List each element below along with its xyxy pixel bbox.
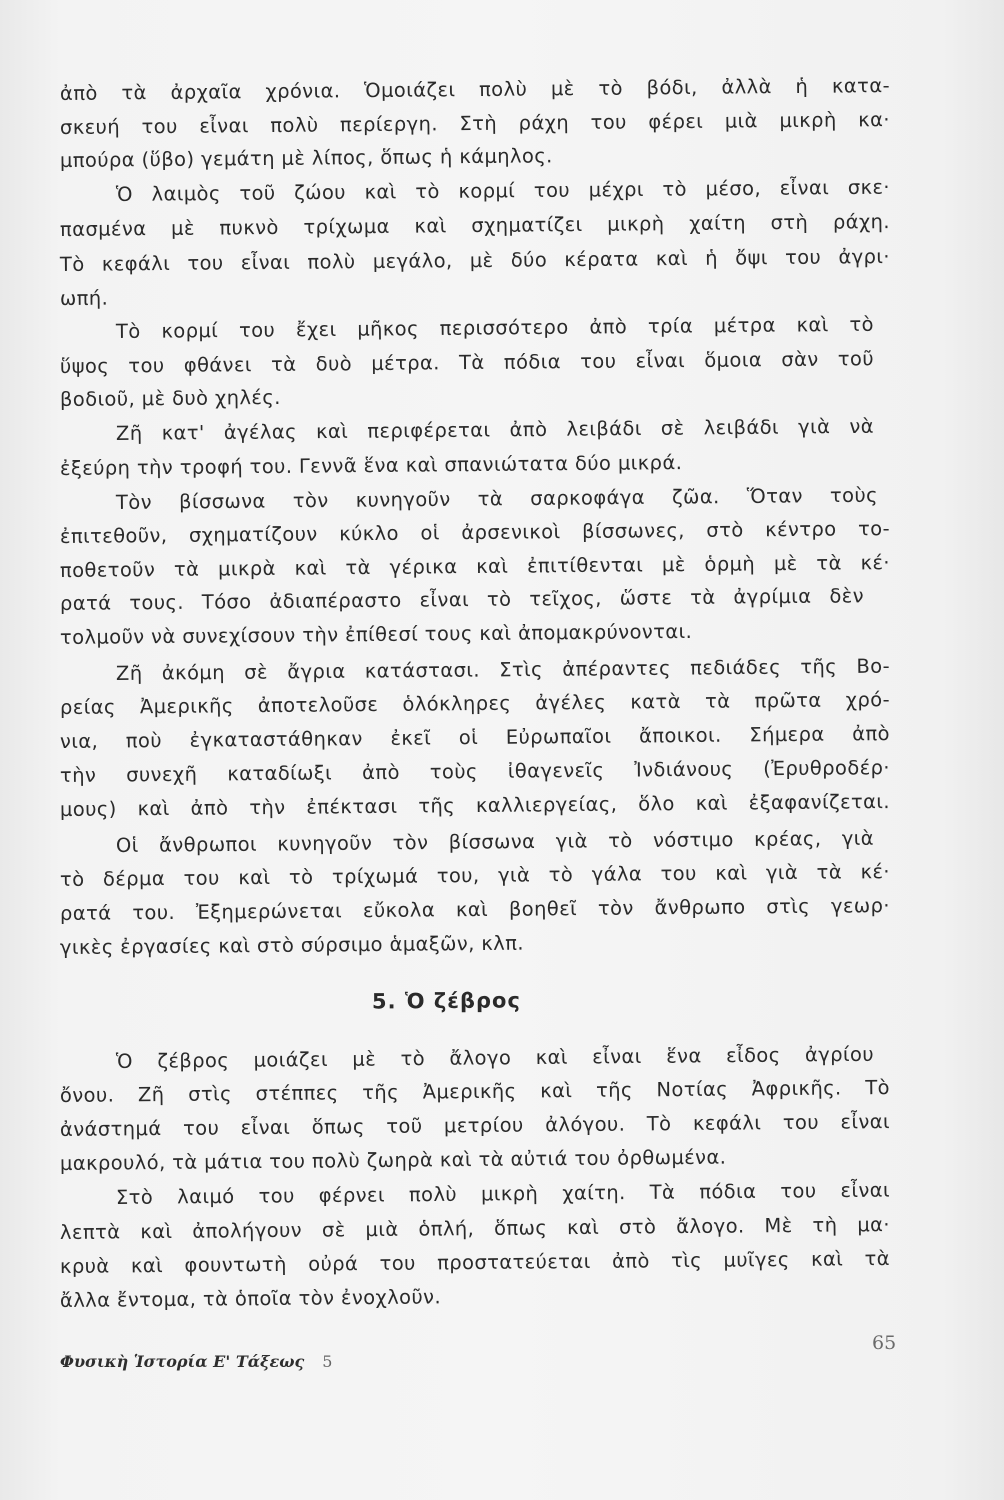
text-line: ὕψος του φθάνει τὰ δυὸ μέτρα. Τὰ πόδια του εἶναι ὅμοια σὰν τοῦ <box>59 347 875 378</box>
text-line: Τὸ κεφάλι του εἶναι πολὺ μεγάλο, μὲ δύο κέρατα καὶ ἡ ὄψι του ἀγρι· <box>59 245 891 276</box>
text-line: πασμένα μὲ πυκνὸ τρίχωμα καὶ σχηματίζει μικρὴ χαίτη στὴ ράχη. <box>59 210 891 241</box>
text-line: Τὸν βίσσωνα τὸν κυνηγοῦν τὰ σαρκοφάγα ζῶα. Ὅταν τοὺς <box>115 483 879 514</box>
text-line: Τὸ κορμί του ἔχει μῆκος περισσότερο ἀπὸ τρία μέτρα καὶ τὸ <box>115 312 875 343</box>
text-line: ἀνάστημά του εἶναι ὅπως τοῦ μετρίου ἀλόγου. Τὸ κεφάλι του εἶναι <box>59 1110 891 1141</box>
text-line: μακρουλό, τὰ μάτια του πολὺ ζωηρὰ καὶ τὰ αὐτιά του ὀρθωμένα. <box>59 1145 727 1175</box>
text-line: τὴν συνεχῆ καταδίωξι ἀπὸ τοὺς ἰθαγενεῖς Ἰνδιάνους (Ἐρυθροδέρ· <box>59 756 891 787</box>
text-line: ἄλλα ἔντομα, τὰ ὁποῖα τὸν ἐνοχλοῦν. <box>59 1285 442 1312</box>
text-line: γικὲς ἐργασίες καὶ στὸ σύρσιμο ἁμαξῶν, κλπ. <box>59 931 525 959</box>
text-line: νια, ποὺ ἐγκαταστάθηκαν ἐκεῖ οἱ Εὐρωπαῖοι ἄποικοι. Σήμερα ἀπὸ <box>59 722 891 753</box>
text-line: ἐξεύρη τὴν τροφή του. Γεννᾶ ἕνα καὶ σπανιώτατα δύο μικρά. <box>59 451 683 480</box>
footer-title: Φυσικὴ Ἱστορία Ε' Τάξεως <box>60 1352 305 1371</box>
text-line: Στὸ λαιμό του φέρνει πολὺ μικρὴ χαίτη. Τὰ πόδια του εἶναι <box>115 1178 891 1209</box>
text-line: Ζῆ κατ' ἀγέλας καὶ περιφέρεται ἀπὸ λειβάδι σὲ λειβάδι γιὰ νὰ <box>115 414 875 445</box>
footer-signature <box>60 1352 332 1371</box>
text-line: μους) καὶ ἀπὸ τὴν ἐπέκτασι τῆς καλλιεργείας, ὅλο καὶ ἐξαφανίζεται. <box>59 790 891 821</box>
section-heading: 5. Ὁ ζέβρος <box>371 988 521 1014</box>
text-line: ρατά τους. Τόσο ἀδιαπέραστο εἶναι τὸ τεῖχος, ὥστε τὰ ἀγρίμια δὲν <box>59 584 865 615</box>
text-line: ἐπιτεθοῦν, σχηματίζουν κύκλο οἱ ἀρσενικοὶ βίσσωνες, στὸ κέντρο το- <box>59 517 891 548</box>
text-line: ωπή. <box>59 286 109 310</box>
text-line: λεπτὰ καὶ ἀπολήγουν σὲ μιὰ ὁπλή, ὅπως καὶ στὸ ἄλογο. Μὲ τὴ μα· <box>59 1213 891 1244</box>
text-line: ἀπὸ τὰ ἀρχαῖα χρόνια. Ὁμοιάζει πολὺ μὲ τὸ βόδι, ἀλλὰ ἡ κατα- <box>59 74 891 105</box>
text-line: κρυὰ καὶ φουντωτὴ οὐρά του προστατεύεται ἀπὸ τὶς μυῖγες καὶ τὰ <box>59 1247 891 1278</box>
text-line: Ὁ λαιμὸς τοῦ ζώου καὶ τὸ κορμί του μέχρι τὸ μέσο, εἶναι σκε· <box>115 175 891 206</box>
text-line: ρατά του. Ἐξημερώνεται εὔκολα καὶ βοηθεῖ τὸν ἄνθρωπο στὶς γεωρ· <box>59 894 891 925</box>
text-line: μπούρα (ὕβο) γεμάτη μὲ λίπος, ὅπως ἡ κάμηλος. <box>59 144 553 172</box>
text-line: Οἱ ἄνθρωποι κυνηγοῦν τὸν βίσσωνα γιὰ τὸ νόστιμο κρέας, γιὰ <box>115 826 875 857</box>
text-line: τολμοῦν νὰ συνεχίσουν τὴν ἐπίθεσί τους καὶ ἀπομακρύνονται. <box>59 619 693 649</box>
signature-mark: 5 <box>322 1352 333 1371</box>
text-line: βοδιοῦ, μὲ δυὸ χηλές. <box>59 385 281 411</box>
text-line: Ζῆ ἀκόμη σὲ ἄγρια κατάστασι. Στὶς ἀπέραντες πεδιάδες τῆς Βο- <box>115 654 891 685</box>
page-number: 65 <box>872 1332 897 1354</box>
text-line: σκευή του εἶναι πολὺ περίεργη. Στὴ ράχη του φέρει μιὰ μικρὴ κα· <box>59 108 891 139</box>
text-line: τὸ δέρμα του καὶ τὸ τρίχωμά του, γιὰ τὸ γάλα του καὶ γιὰ τὰ κέ· <box>59 860 891 891</box>
text-line: ρείας Ἀμερικῆς ἀποτελοῦσε ὁλόκληρες ἀγέλες κατὰ τὰ πρῶτα χρό- <box>59 688 891 719</box>
text-line: Ὁ ζέβρος μοιάζει μὲ τὸ ἄλογο καὶ εἶναι ἕνα εἶδος ἀγρίου <box>115 1042 875 1073</box>
text-line: ὄνου. Ζῆ στὶς στέππες τῆς Ἀμερικῆς καὶ τῆς Νοτίας Ἀφρικῆς. Τὸ <box>59 1076 891 1107</box>
text-line: ποθετοῦν τὰ μικρὰ καὶ τὰ γέρικα καὶ ἐπιτίθενται μὲ ὁρμὴ μὲ τὰ κέ· <box>59 551 891 582</box>
